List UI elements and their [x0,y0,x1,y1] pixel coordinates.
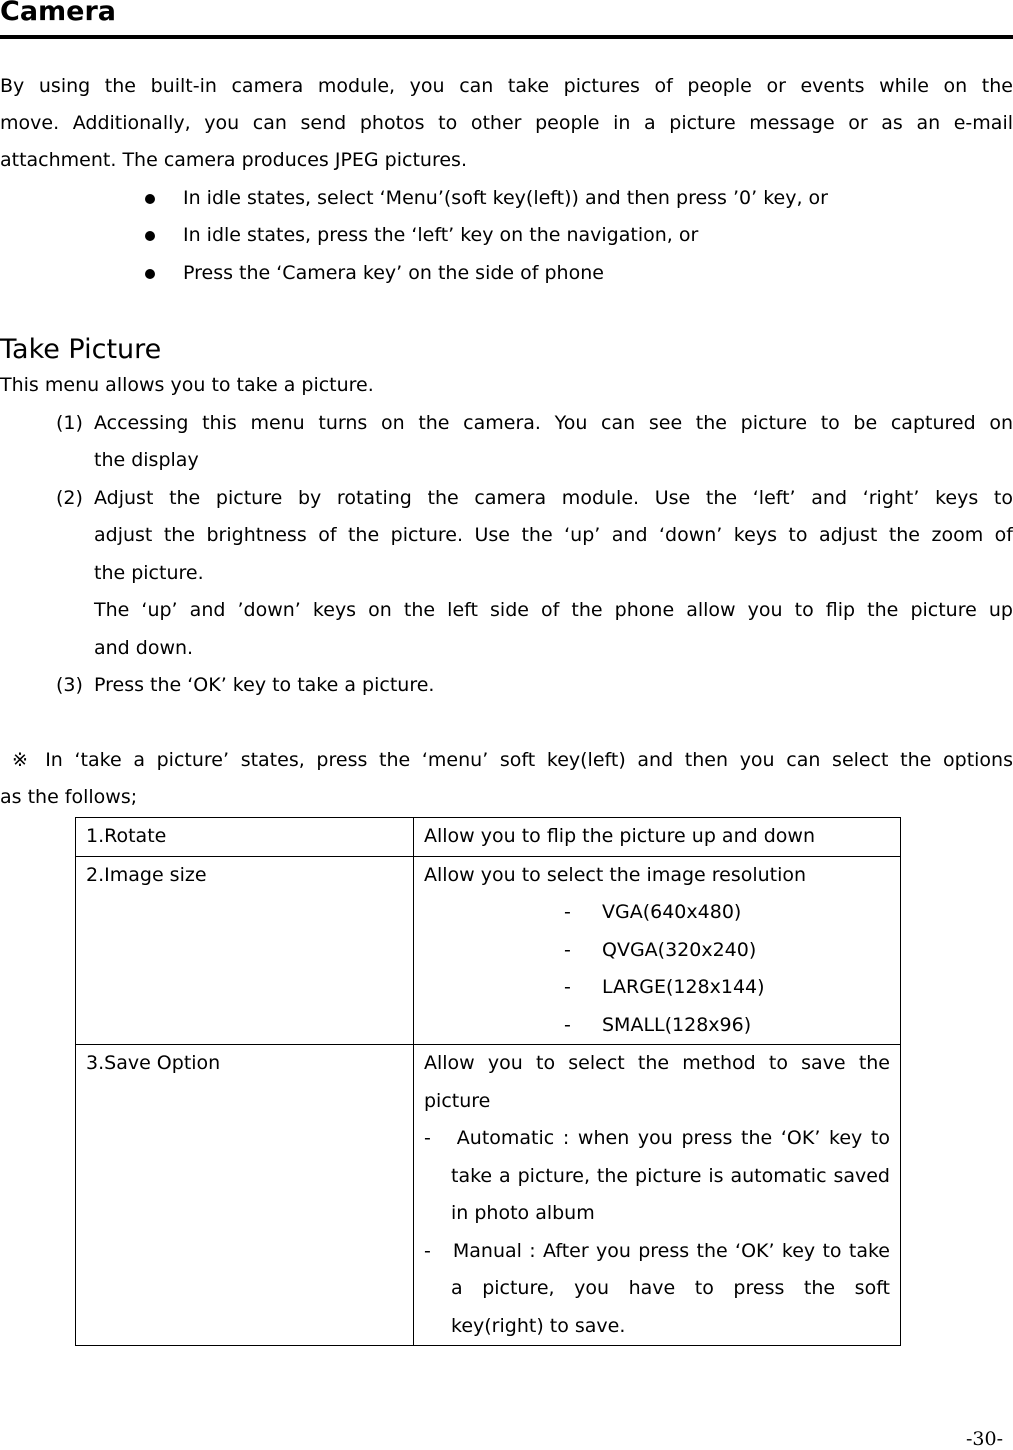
resolution-label: VGA(640x480) [602,901,742,923]
resolution-label: SMALL(128x96) [602,1013,752,1036]
option-name: 2.Image size [76,856,414,1045]
step-line: the picture. [94,562,204,584]
step-number: (3) [56,674,83,696]
bullet-item: In idle states, press the ‘left’ key on the navigation, or [183,224,699,246]
step-number: (1) [56,412,83,434]
step-line: and down. [94,637,194,659]
resolution-item: - VGA(640x480) [564,901,742,923]
step-line: Adjust the picture by rotating the camera module. Use the ‘left’ and ‘right’ keys to [94,487,1013,509]
table-row [76,856,901,1045]
section-heading: Take Picture [0,334,162,365]
resolution-item: - LARGE(128x144) [564,976,765,998]
option-desc-cell [414,1045,901,1346]
title-rule [0,35,1013,39]
bullet-item: In idle states, select ‘Menu’(soft key(left)) and then press ’0’ key, or [183,187,828,209]
bullet-icon [145,269,155,279]
save-method-text: Manual : After you press the ‘OK’ key to take a picture, you have to press the soft key(right) to save. [451,1239,890,1337]
step-line: adjust the brightness of the picture. Use the ‘up’ and ‘down’ keys to adjust the zoom of [94,524,1013,546]
option-name: 3.Save Option [76,1045,414,1346]
note-line: ※ In ‘take a picture’ states, press the ‘menu’ soft key(left) and then you can select the options [12,749,1013,771]
note-line: as the follows; [0,786,138,808]
save-method-item: - Manual : After you press the ‘OK’ key to take a picture, you have to press the soft key(right) to save. [424,1239,890,1337]
section-desc: This menu allows you to take a picture. [0,374,374,396]
save-method-text: Automatic : when you press the ‘OK’ key to take a picture, the picture is automatic saved in photo album [451,1127,890,1224]
intro-line: move. Additionally, you can send photos to other people in a picture message or as an e-mail [0,112,1013,134]
step-line: The ‘up’ and ’down’ keys on the left side of the phone allow you to flip the picture up [94,599,1013,621]
option-desc: Allow you to select the method to save the picture [424,1052,890,1112]
resolution-item: - SMALL(128x96) [564,1013,752,1036]
table-row [76,1045,901,1346]
option-desc: Allow you to flip the picture up and down [414,818,901,857]
options-table [75,817,901,1346]
option-name: 1.Rotate [76,818,414,857]
step-line: the display [94,449,199,471]
step-line: Accessing this menu turns on the camera. You can see the picture to be captured on [94,412,1013,434]
page-number: -30- [965,1428,1003,1450]
bullet-item: Press the ‘Camera key’ on the side of phone [183,262,604,284]
save-method-item: - Automatic : when you press the ‘OK’ key to take a picture, the picture is automatic saved in photo album [424,1127,890,1224]
resolution-label: QVGA(320x240) [602,938,757,961]
resolution-label: LARGE(128x144) [602,976,765,998]
bullet-icon [145,231,155,241]
bullet-icon [145,194,155,204]
option-desc: Allow you to select the image resolution [424,863,807,886]
step-line: Press the ‘OK’ key to take a picture. [94,674,435,696]
page-title: Camera [0,0,117,27]
intro-line: By using the built-in camera module, you can take pictures of people or events while on the [0,75,1013,97]
resolution-item: - QVGA(320x240) [564,938,757,961]
option-desc-cell [414,856,901,1045]
step-number: (2) [56,487,83,509]
table-row [76,818,901,857]
intro-line: attachment. The camera produces JPEG pictures. [0,149,467,171]
